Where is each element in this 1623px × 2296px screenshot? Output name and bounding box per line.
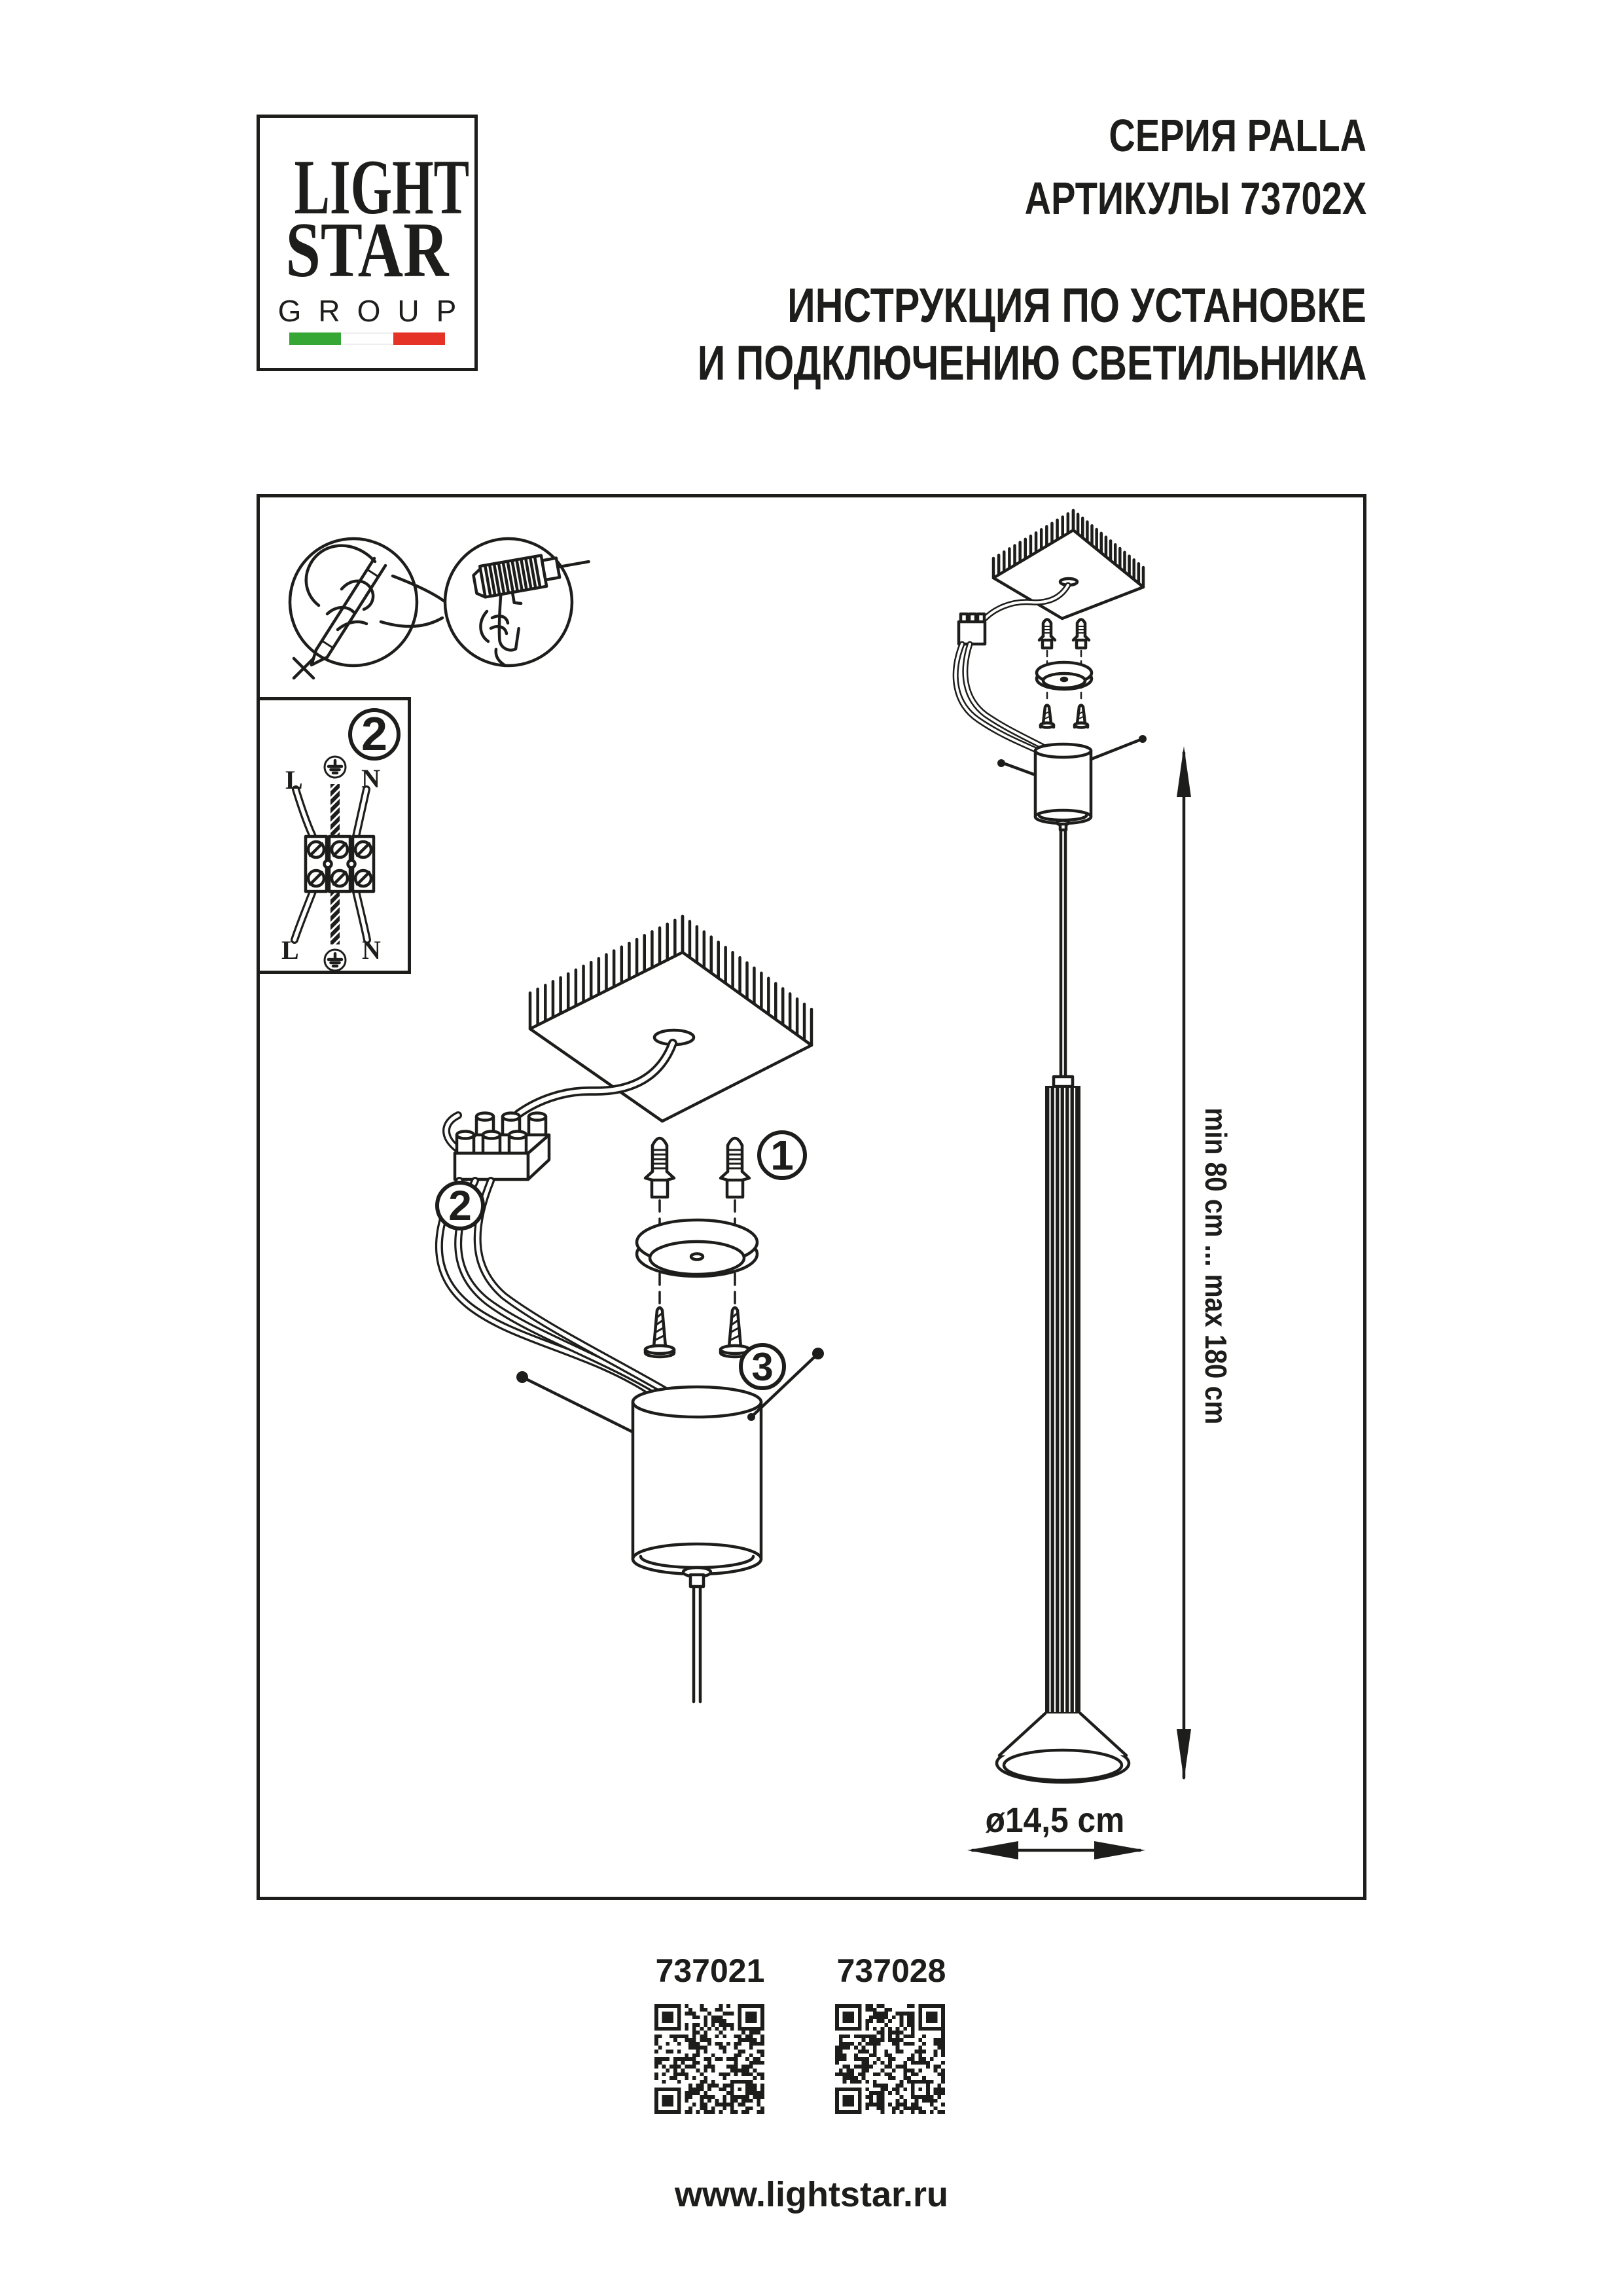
- terminal-block: [455, 1113, 549, 1180]
- logo-light-text: LIGHT: [294, 143, 470, 230]
- article-number-2: 737028: [836, 1952, 946, 1989]
- earth-ground-icon: [325, 950, 346, 971]
- website-url: www.lightstar.ru: [674, 2175, 949, 2214]
- instruction-title-line2: И ПОДКЛЮЧЕНИЮ СВЕТИЛЬНИКА: [697, 336, 1366, 390]
- step-badge-3: 3: [739, 1343, 786, 1390]
- instruction-title-line1: ИНСТРУКЦИЯ ПО УСТАНОВКЕ: [787, 278, 1366, 332]
- wall-anchor: [721, 1138, 749, 1197]
- screw: [645, 1308, 674, 1357]
- logo-group-text: GROUP: [277, 294, 474, 328]
- screw: [1075, 706, 1088, 728]
- assembled-lamp-view: [955, 511, 1147, 1782]
- height-dimension-line: [1177, 746, 1191, 1780]
- articles-title: АРТИКУЛЫ 73702X: [1024, 173, 1366, 224]
- label-neutral-top: N: [361, 764, 380, 793]
- mounting-ring: [1037, 662, 1092, 689]
- exploded-installation-view: [439, 916, 824, 1702]
- drill-icon: [445, 539, 601, 666]
- step-badge-1: 1: [757, 1130, 807, 1180]
- label-live-top: L: [285, 765, 303, 795]
- pencil-marking-icon: [290, 539, 444, 678]
- diameter-dimension-line: [967, 1841, 1145, 1859]
- wall-anchor: [1073, 620, 1089, 649]
- logo-star-text: STAR: [285, 206, 449, 293]
- mounting-ring: [637, 1220, 757, 1276]
- terminal-block: [306, 836, 374, 891]
- qr-code-2: [835, 2004, 945, 2114]
- earth-ground-icon: [325, 757, 346, 778]
- diameter-dimension-text: ø14,5 cm: [985, 1801, 1125, 1840]
- article-number-1: 737021: [655, 1952, 765, 1989]
- ceiling-canopy: [1035, 744, 1091, 830]
- step-badge-2: 2: [435, 1181, 485, 1230]
- pendant-tube: [1045, 1077, 1080, 1714]
- wall-anchor: [645, 1138, 674, 1197]
- suspension-cable: [694, 1587, 700, 1702]
- step-badge-wiring: 2: [348, 708, 401, 761]
- label-live-bottom: L: [281, 935, 299, 965]
- series-title: СЕРИЯ PALLA: [1109, 110, 1366, 161]
- height-dimension-text: min 80 cm ... max 180 cm: [1199, 1107, 1233, 1425]
- terminal-block: [959, 614, 985, 644]
- label-neutral-bottom: N: [362, 935, 381, 965]
- wall-anchor: [1039, 620, 1055, 649]
- screw: [1041, 706, 1054, 728]
- ceiling-canopy: [633, 1387, 761, 1702]
- cone-shade: [997, 1713, 1129, 1782]
- qr-code-1: [654, 2004, 764, 2114]
- suspension-cable: [1061, 830, 1065, 1077]
